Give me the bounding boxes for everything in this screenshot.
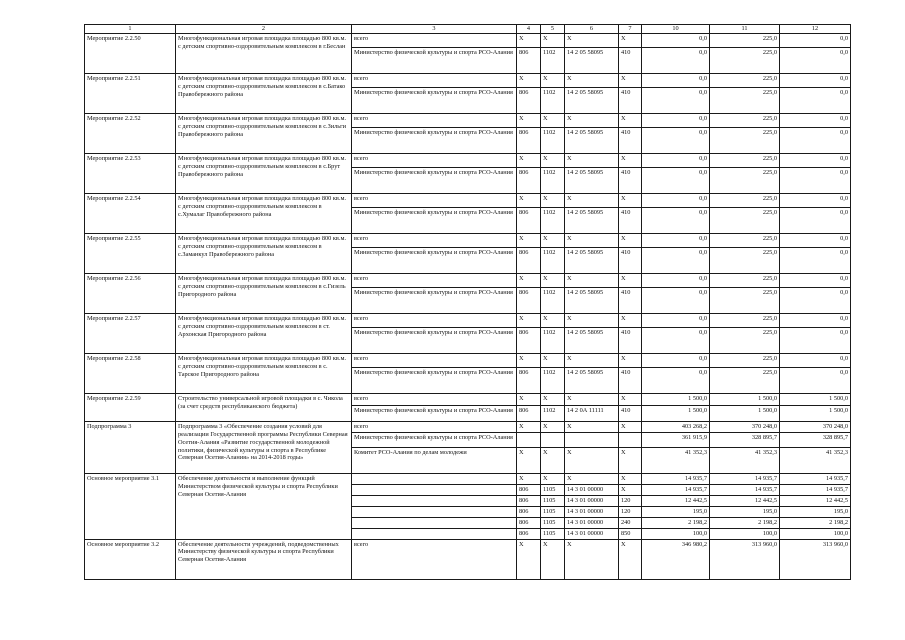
cell-grbs: [517, 432, 541, 447]
cell-csr: X: [565, 394, 619, 406]
table-row: [85, 354, 851, 368]
cell-grbs: X: [517, 34, 541, 48]
cell-rzpr: X: [541, 394, 565, 406]
row-code: Мероприятие 2.2.52: [85, 114, 176, 154]
cell-year-12: 0,0: [780, 288, 851, 314]
row-code: Мероприятие 2.2.56: [85, 274, 176, 314]
cell-year-10: 195,0: [642, 506, 710, 517]
cell-vr: X: [619, 114, 642, 128]
responsible-executor: [352, 528, 517, 539]
table-row: [85, 314, 851, 328]
cell-year-10: 0,0: [642, 154, 710, 168]
cell-vr: X: [619, 447, 642, 473]
column-header-5: 5: [541, 25, 565, 34]
cell-year-11: 225,0: [710, 48, 780, 74]
table-row: [85, 194, 851, 208]
cell-vr: X: [619, 34, 642, 48]
cell-year-12: 0,0: [780, 354, 851, 368]
responsible-executor: всего: [352, 234, 517, 248]
responsible-executor: [352, 484, 517, 495]
row-code: Основное мероприятие 3.1: [85, 473, 176, 539]
cell-grbs: 806: [517, 88, 541, 114]
cell-csr: 14 2 05 58095: [565, 208, 619, 234]
cell-grbs: 806: [517, 288, 541, 314]
cell-grbs: 806: [517, 495, 541, 506]
row-code: Мероприятие 2.2.53: [85, 154, 176, 194]
cell-year-11: 225,0: [710, 314, 780, 328]
cell-csr: X: [565, 539, 619, 579]
cell-vr: X: [619, 484, 642, 495]
cell-year-10: 0,0: [642, 74, 710, 88]
cell-grbs: 806: [517, 368, 541, 394]
cell-rzpr: 1102: [541, 128, 565, 154]
responsible-executor: Министерство физической культуры и спорта РСО-Алания: [352, 168, 517, 194]
cell-grbs: X: [517, 234, 541, 248]
cell-year-11: 225,0: [710, 248, 780, 274]
cell-vr: X: [619, 422, 642, 433]
cell-year-10: 0,0: [642, 194, 710, 208]
responsible-executor: всего: [352, 154, 517, 168]
cell-year-11: 195,0: [710, 506, 780, 517]
cell-year-10: 0,0: [642, 128, 710, 154]
responsible-executor: всего: [352, 394, 517, 406]
table-body: [85, 34, 851, 580]
row-code: Мероприятие 2.2.59: [85, 394, 176, 422]
cell-csr: 14 2 0А 11111: [565, 406, 619, 422]
cell-year-12: 370 248,0: [780, 422, 851, 433]
cell-year-11: 225,0: [710, 88, 780, 114]
cell-year-12: 0,0: [780, 328, 851, 354]
cell-year-10: 403 268,2: [642, 422, 710, 433]
cell-csr: X: [565, 422, 619, 433]
table-row: [85, 154, 851, 168]
cell-year-11: 225,0: [710, 234, 780, 248]
row-name: Строительство универсальной игровой площадки в с. Чикола (за счет средств республиканского бюджета): [176, 394, 352, 422]
cell-year-10: 0,0: [642, 354, 710, 368]
cell-rzpr: 1102: [541, 48, 565, 74]
cell-year-12: 0,0: [780, 248, 851, 274]
row-code: Мероприятие 2.2.57: [85, 314, 176, 354]
cell-rzpr: X: [541, 34, 565, 48]
cell-rzpr: 1105: [541, 495, 565, 506]
row-name: Многофункциональная игровая площадка площадью 800 кв.м. с детским спортивно-оздоровительным комплексом в с.Гизель Пригородного района: [176, 274, 352, 314]
row-name: Обеспечение деятельности и выполнение функций Министерством физической культуры и спорта Республики Северная Осетия-Алания: [176, 473, 352, 539]
cell-vr: 410: [619, 248, 642, 274]
cell-vr: 120: [619, 495, 642, 506]
column-header-2: 2: [176, 25, 352, 34]
responsible-executor: Министерство физической культуры и спорта РСО-Алания: [352, 288, 517, 314]
cell-grbs: 806: [517, 528, 541, 539]
cell-rzpr: X: [541, 447, 565, 473]
responsible-executor: Комитет РСО-Алания по делам молодежи: [352, 447, 517, 473]
row-name: Многофункциональная игровая площадка площадью 800 кв.м. с детским спортивно-оздоровительным комплексом в с.Заманкул Правобережного района: [176, 234, 352, 274]
cell-vr: 240: [619, 517, 642, 528]
responsible-executor: Министерство физической культуры и спорта РСО-Алания: [352, 368, 517, 394]
responsible-executor: Министерство физической культуры и спорта РСО-Алания: [352, 328, 517, 354]
responsible-executor: всего: [352, 194, 517, 208]
responsible-executor: [352, 517, 517, 528]
cell-rzpr: 1105: [541, 484, 565, 495]
cell-year-10: 2 198,2: [642, 517, 710, 528]
column-header-4: 4: [517, 25, 541, 34]
row-name: Многофункциональная игровая площадка площадью 800 кв.м. с детским спортивно-оздоровительным комплексом в с.Зильги Правобережного района: [176, 114, 352, 154]
cell-year-11: 14 935,7: [710, 484, 780, 495]
cell-vr: X: [619, 274, 642, 288]
cell-vr: 410: [619, 208, 642, 234]
cell-year-11: 370 248,0: [710, 422, 780, 433]
cell-grbs: 806: [517, 248, 541, 274]
cell-rzpr: 1102: [541, 208, 565, 234]
cell-csr: X: [565, 114, 619, 128]
cell-csr: X: [565, 473, 619, 484]
cell-vr: X: [619, 354, 642, 368]
cell-year-10: 0,0: [642, 208, 710, 234]
responsible-executor: всего: [352, 539, 517, 579]
cell-csr: X: [565, 34, 619, 48]
cell-vr: X: [619, 539, 642, 579]
cell-rzpr: X: [541, 234, 565, 248]
cell-year-12: 0,0: [780, 234, 851, 248]
cell-year-11: 1 500,0: [710, 406, 780, 422]
cell-rzpr: X: [541, 74, 565, 88]
cell-csr: X: [565, 314, 619, 328]
cell-year-12: 2 198,2: [780, 517, 851, 528]
row-name: Многофункциональная игровая площадка площадью 800 кв.м. с детским спортивно-оздоровительным комплексом в с.Хумалаг Правобережного района: [176, 194, 352, 234]
row-code: Мероприятие 2.2.58: [85, 354, 176, 394]
cell-year-12: 328 895,7: [780, 432, 851, 447]
cell-rzpr: 1102: [541, 328, 565, 354]
table-row: [85, 422, 851, 433]
responsible-executor: всего: [352, 314, 517, 328]
cell-csr: 14 2 05 58095: [565, 168, 619, 194]
cell-vr: 410: [619, 88, 642, 114]
row-name: Обеспечение деятельности учреждений, подведомственных Министерству физической культуры и спорта Республики Северная Осетия-Алания: [176, 539, 352, 579]
cell-year-12: 14 935,7: [780, 473, 851, 484]
cell-year-12: 41 352,3: [780, 447, 851, 473]
responsible-executor: Министерство физической культуры и спорта РСО-Алания: [352, 88, 517, 114]
cell-year-11: 100,0: [710, 528, 780, 539]
cell-vr: 120: [619, 506, 642, 517]
cell-csr: 14 3 01 00000: [565, 517, 619, 528]
cell-rzpr: X: [541, 114, 565, 128]
cell-csr: 14 3 01 00000: [565, 506, 619, 517]
row-name: Многофункциональная игровая площадка площадью 800 кв.м. с детским спортивно-оздоровительным комплексом в с.Брут Правобережного района: [176, 154, 352, 194]
budget-table: [84, 24, 851, 580]
table-row: [85, 74, 851, 88]
cell-year-10: 361 915,9: [642, 432, 710, 447]
cell-year-12: 0,0: [780, 128, 851, 154]
cell-year-12: 12 442,5: [780, 495, 851, 506]
cell-rzpr: 1105: [541, 528, 565, 539]
cell-year-12: 313 960,0: [780, 539, 851, 579]
table-row: [85, 234, 851, 248]
cell-rzpr: 1102: [541, 88, 565, 114]
cell-grbs: X: [517, 473, 541, 484]
column-header-6: 6: [565, 25, 619, 34]
cell-grbs: X: [517, 154, 541, 168]
cell-year-11: 225,0: [710, 168, 780, 194]
cell-year-12: 0,0: [780, 194, 851, 208]
cell-rzpr: X: [541, 274, 565, 288]
cell-vr: 410: [619, 328, 642, 354]
cell-grbs: X: [517, 354, 541, 368]
cell-rzpr: X: [541, 422, 565, 433]
cell-csr: X: [565, 154, 619, 168]
row-name: Подпрограмма 3 «Обеспечение создания условий для реализации Государственной программы Республики Северная Осетия-Алания «Развитие государственной молодежной политики, физической культуры и спорта в Республике Северная Осетия-Алания» на 2014-2018 годы»: [176, 422, 352, 474]
cell-grbs: 806: [517, 128, 541, 154]
cell-grbs: X: [517, 314, 541, 328]
cell-year-12: 1 500,0: [780, 406, 851, 422]
cell-year-10: 0,0: [642, 248, 710, 274]
cell-year-12: 0,0: [780, 154, 851, 168]
responsible-executor: всего: [352, 422, 517, 433]
cell-rzpr: X: [541, 354, 565, 368]
cell-vr: X: [619, 234, 642, 248]
cell-year-12: 195,0: [780, 506, 851, 517]
responsible-executor: [352, 495, 517, 506]
cell-grbs: 806: [517, 406, 541, 422]
cell-year-11: 12 442,5: [710, 495, 780, 506]
cell-year-11: 225,0: [710, 274, 780, 288]
cell-rzpr: X: [541, 539, 565, 579]
row-code: Основное мероприятие 3.2: [85, 539, 176, 579]
column-header-11: 11: [710, 25, 780, 34]
cell-rzpr: 1102: [541, 368, 565, 394]
cell-grbs: X: [517, 447, 541, 473]
responsible-executor: Министерство физической культуры и спорта РСО-Алания: [352, 48, 517, 74]
responsible-executor: Министерство физической культуры и спорта РСО-Алания: [352, 406, 517, 422]
cell-grbs: X: [517, 274, 541, 288]
cell-csr: X: [565, 234, 619, 248]
cell-year-12: 100,0: [780, 528, 851, 539]
responsible-executor: всего: [352, 354, 517, 368]
cell-rzpr: X: [541, 194, 565, 208]
cell-vr: X: [619, 154, 642, 168]
cell-csr: 14 2 05 58095: [565, 288, 619, 314]
cell-grbs: 806: [517, 484, 541, 495]
cell-csr: X: [565, 74, 619, 88]
responsible-executor: [352, 506, 517, 517]
cell-year-12: 0,0: [780, 114, 851, 128]
cell-year-10: 0,0: [642, 234, 710, 248]
cell-rzpr: 1102: [541, 168, 565, 194]
row-code: Мероприятие 2.2.54: [85, 194, 176, 234]
cell-year-11: 225,0: [710, 328, 780, 354]
cell-grbs: X: [517, 422, 541, 433]
column-header-3: 3: [352, 25, 517, 34]
cell-year-11: 225,0: [710, 114, 780, 128]
column-header-10: 10: [642, 25, 710, 34]
cell-rzpr: 1105: [541, 517, 565, 528]
cell-year-12: 0,0: [780, 168, 851, 194]
cell-csr: X: [565, 274, 619, 288]
responsible-executor: всего: [352, 114, 517, 128]
responsible-executor: [352, 473, 517, 484]
cell-year-11: 328 895,7: [710, 432, 780, 447]
cell-year-11: 225,0: [710, 194, 780, 208]
responsible-executor: всего: [352, 34, 517, 48]
cell-year-12: 0,0: [780, 368, 851, 394]
table-row: [85, 274, 851, 288]
row-name: Многофункциональная игровая площадка площадью 800 кв.м. с детским спортивно-оздоровительным комплексом в с. Тарское Пригородного района: [176, 354, 352, 394]
cell-grbs: 806: [517, 517, 541, 528]
cell-year-10: 0,0: [642, 328, 710, 354]
cell-grbs: 806: [517, 168, 541, 194]
cell-year-11: 14 935,7: [710, 473, 780, 484]
cell-csr: X: [565, 354, 619, 368]
cell-year-12: 14 935,7: [780, 484, 851, 495]
cell-vr: X: [619, 314, 642, 328]
cell-vr: X: [619, 74, 642, 88]
cell-year-12: 0,0: [780, 34, 851, 48]
cell-year-10: 14 935,7: [642, 473, 710, 484]
cell-year-11: 225,0: [710, 354, 780, 368]
cell-year-12: 0,0: [780, 88, 851, 114]
responsible-executor: Министерство физической культуры и спорта РСО-Алания: [352, 128, 517, 154]
cell-csr: 14 2 05 58095: [565, 88, 619, 114]
cell-year-10: 1 500,0: [642, 394, 710, 406]
cell-rzpr: X: [541, 473, 565, 484]
cell-vr: 410: [619, 48, 642, 74]
cell-year-10: 0,0: [642, 88, 710, 114]
cell-year-12: 0,0: [780, 314, 851, 328]
row-code: Подпрограмма 3: [85, 422, 176, 474]
responsible-executor: всего: [352, 274, 517, 288]
cell-year-10: 0,0: [642, 368, 710, 394]
cell-year-12: 0,0: [780, 274, 851, 288]
cell-year-10: 12 442,5: [642, 495, 710, 506]
cell-year-11: 225,0: [710, 154, 780, 168]
cell-year-10: 0,0: [642, 314, 710, 328]
cell-csr: 14 2 05 58095: [565, 128, 619, 154]
cell-vr: X: [619, 194, 642, 208]
cell-year-12: 0,0: [780, 74, 851, 88]
cell-vr: 410: [619, 288, 642, 314]
cell-year-10: 0,0: [642, 274, 710, 288]
column-header-1: 1: [85, 25, 176, 34]
responsible-executor: Министерство физической культуры и спорта РСО-Алания: [352, 248, 517, 274]
row-code: Мероприятие 2.2.50: [85, 34, 176, 74]
cell-vr: 410: [619, 168, 642, 194]
cell-vr: 850: [619, 528, 642, 539]
cell-year-11: 225,0: [710, 368, 780, 394]
cell-year-11: 225,0: [710, 288, 780, 314]
cell-vr: 410: [619, 368, 642, 394]
cell-year-11: 225,0: [710, 34, 780, 48]
cell-year-10: 346 980,2: [642, 539, 710, 579]
cell-rzpr: 1105: [541, 506, 565, 517]
table-row: [85, 473, 851, 484]
cell-year-11: 2 198,2: [710, 517, 780, 528]
table-row: [85, 114, 851, 128]
cell-year-10: 100,0: [642, 528, 710, 539]
row-code: Мероприятие 2.2.51: [85, 74, 176, 114]
cell-vr: X: [619, 473, 642, 484]
cell-csr: 14 3 01 00000: [565, 484, 619, 495]
responsible-executor: Министерство физической культуры и спорта РСО-Алания: [352, 432, 517, 447]
cell-rzpr: X: [541, 314, 565, 328]
cell-vr: 410: [619, 406, 642, 422]
cell-year-10: 0,0: [642, 168, 710, 194]
cell-year-11: 41 352,3: [710, 447, 780, 473]
cell-year-11: 225,0: [710, 128, 780, 154]
cell-grbs: 806: [517, 328, 541, 354]
cell-grbs: X: [517, 114, 541, 128]
column-header-7: 7: [619, 25, 642, 34]
cell-csr: 14 2 05 58095: [565, 48, 619, 74]
row-name: Многофункциональная игровая площадка площадью 800 кв.м. с детским спортивно-оздоровительным комплексом в ст. Архонская Пригородного района: [176, 314, 352, 354]
cell-grbs: X: [517, 394, 541, 406]
cell-csr: 14 3 01 00000: [565, 528, 619, 539]
cell-csr: 14 2 05 58095: [565, 368, 619, 394]
cell-rzpr: 1102: [541, 406, 565, 422]
cell-year-12: 1 500,0: [780, 394, 851, 406]
cell-year-12: 0,0: [780, 208, 851, 234]
cell-vr: X: [619, 394, 642, 406]
table-header: [85, 25, 851, 34]
cell-csr: 14 2 05 58095: [565, 328, 619, 354]
cell-year-11: 225,0: [710, 74, 780, 88]
table-row: [85, 394, 851, 406]
table-row: [85, 539, 851, 579]
row-name: Многофункциональная игровая площадка площадью 800 кв.м. с детским спортивно-оздоровительным комплексом в с.Батако Правобережного района: [176, 74, 352, 114]
cell-grbs: 806: [517, 208, 541, 234]
cell-year-11: 1 500,0: [710, 394, 780, 406]
cell-vr: [619, 432, 642, 447]
cell-csr: 14 2 05 58095: [565, 248, 619, 274]
row-name: Многофункциональная игровая площадка площадью 800 кв.м. с детским спортивно-оздоровительным комплексом в г.Беслан: [176, 34, 352, 74]
cell-year-12: 0,0: [780, 48, 851, 74]
cell-year-10: 0,0: [642, 288, 710, 314]
cell-grbs: X: [517, 74, 541, 88]
cell-year-10: 14 935,7: [642, 484, 710, 495]
cell-year-10: 41 352,3: [642, 447, 710, 473]
cell-year-10: 0,0: [642, 48, 710, 74]
cell-rzpr: X: [541, 154, 565, 168]
cell-csr: X: [565, 194, 619, 208]
cell-year-11: 225,0: [710, 208, 780, 234]
cell-rzpr: 1102: [541, 288, 565, 314]
responsible-executor: всего: [352, 74, 517, 88]
row-code: Мероприятие 2.2.55: [85, 234, 176, 274]
cell-year-10: 0,0: [642, 114, 710, 128]
cell-grbs: 806: [517, 506, 541, 517]
cell-year-10: 1 500,0: [642, 406, 710, 422]
cell-csr: 14 3 01 00000: [565, 495, 619, 506]
responsible-executor: Министерство физической культуры и спорта РСО-Алания: [352, 208, 517, 234]
column-header-12: 12: [780, 25, 851, 34]
cell-year-10: 0,0: [642, 34, 710, 48]
cell-vr: 410: [619, 128, 642, 154]
cell-rzpr: [541, 432, 565, 447]
table-row: [85, 34, 851, 48]
cell-rzpr: 1102: [541, 248, 565, 274]
cell-year-11: 313 960,0: [710, 539, 780, 579]
cell-grbs: 806: [517, 48, 541, 74]
cell-grbs: X: [517, 194, 541, 208]
cell-csr: [565, 432, 619, 447]
cell-grbs: X: [517, 539, 541, 579]
cell-csr: X: [565, 447, 619, 473]
